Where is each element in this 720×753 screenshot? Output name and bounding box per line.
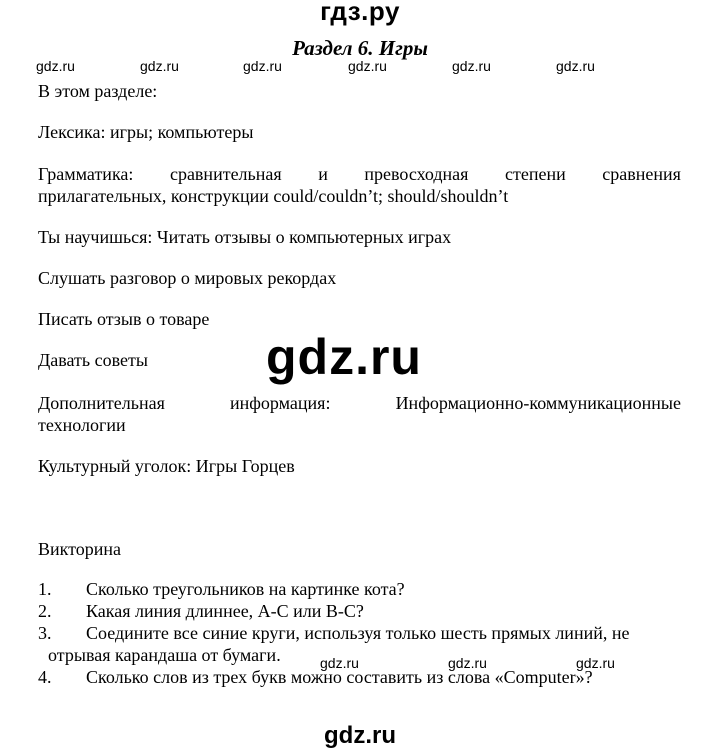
site-logo[interactable]: гдз.ру	[320, 0, 400, 26]
extra-word: информация:	[229, 393, 331, 413]
watermark: gdz.ru	[36, 58, 75, 74]
quiz-question: Соедините все синие круги, используя только шесть прямых линий, не	[86, 623, 630, 643]
quiz-number: 3.	[38, 623, 52, 643]
grammar-word: Грамматика:	[38, 164, 134, 184]
quiz-number: 2.	[38, 601, 52, 621]
grammar-word: степени	[505, 164, 566, 184]
grammar-word: превосходная	[364, 164, 469, 184]
quiz-question: Сколько треугольников на картинке кота?	[86, 579, 405, 599]
grammar-word: сравнения	[602, 164, 681, 184]
watermark: gdz.ru	[452, 58, 491, 74]
grammar-line-2: прилагательных, конструкции could/couldn’t; should/shouldn’t	[38, 186, 509, 206]
grammar-line-1	[38, 163, 681, 185]
extra-word: Дополнительная	[38, 393, 165, 413]
extra-line-1	[38, 392, 681, 414]
watermark: gdz.ru	[243, 58, 282, 74]
quiz-question-continuation: отрывая карандаша от бумаги.	[48, 645, 281, 665]
quiz-number: 1.	[38, 579, 52, 599]
watermark: gdz.ru	[576, 655, 615, 671]
grammar-paragraph	[38, 163, 681, 207]
quiz-question: Сколько слов из трех букв можно составить из слова «Computer»?	[86, 667, 593, 687]
watermark: gdz.ru	[140, 58, 179, 74]
extra-line-2: технологии	[38, 415, 126, 435]
watermark: gdz.ru	[348, 58, 387, 74]
watermark: gdz.ru	[448, 655, 487, 671]
footer-logo[interactable]: gdz.ru	[324, 722, 396, 749]
grammar-word: и	[318, 164, 328, 184]
advice-line: Давать советы	[38, 350, 148, 370]
extra-info-paragraph	[38, 392, 681, 436]
vocabulary-line: Лексика: игры; компьютеры	[38, 122, 254, 142]
grammar-word: сравнительная	[169, 164, 282, 184]
quiz-title: Викторина	[38, 539, 122, 559]
intro-text: В этом разделе:	[38, 81, 158, 101]
section-title: Раздел 6. Игры	[292, 36, 428, 60]
learn-line: Ты научишься: Читать отзывы о компьютерных играх	[38, 227, 452, 247]
quiz-number: 4.	[38, 667, 52, 687]
watermark: gdz.ru	[556, 58, 595, 74]
write-line: Писать отзыв о товаре	[38, 309, 210, 329]
quiz-question: Какая линия длиннее, А-С или В-С?	[86, 601, 364, 621]
watermark-large: gdz.ru	[266, 329, 422, 385]
watermark: gdz.ru	[320, 655, 359, 671]
culture-line: Культурный уголок: Игры Горцев	[38, 456, 295, 476]
extra-word: Информационно-коммуникационные	[395, 393, 681, 413]
listen-line: Слушать разговор о мировых рекордах	[38, 268, 337, 288]
